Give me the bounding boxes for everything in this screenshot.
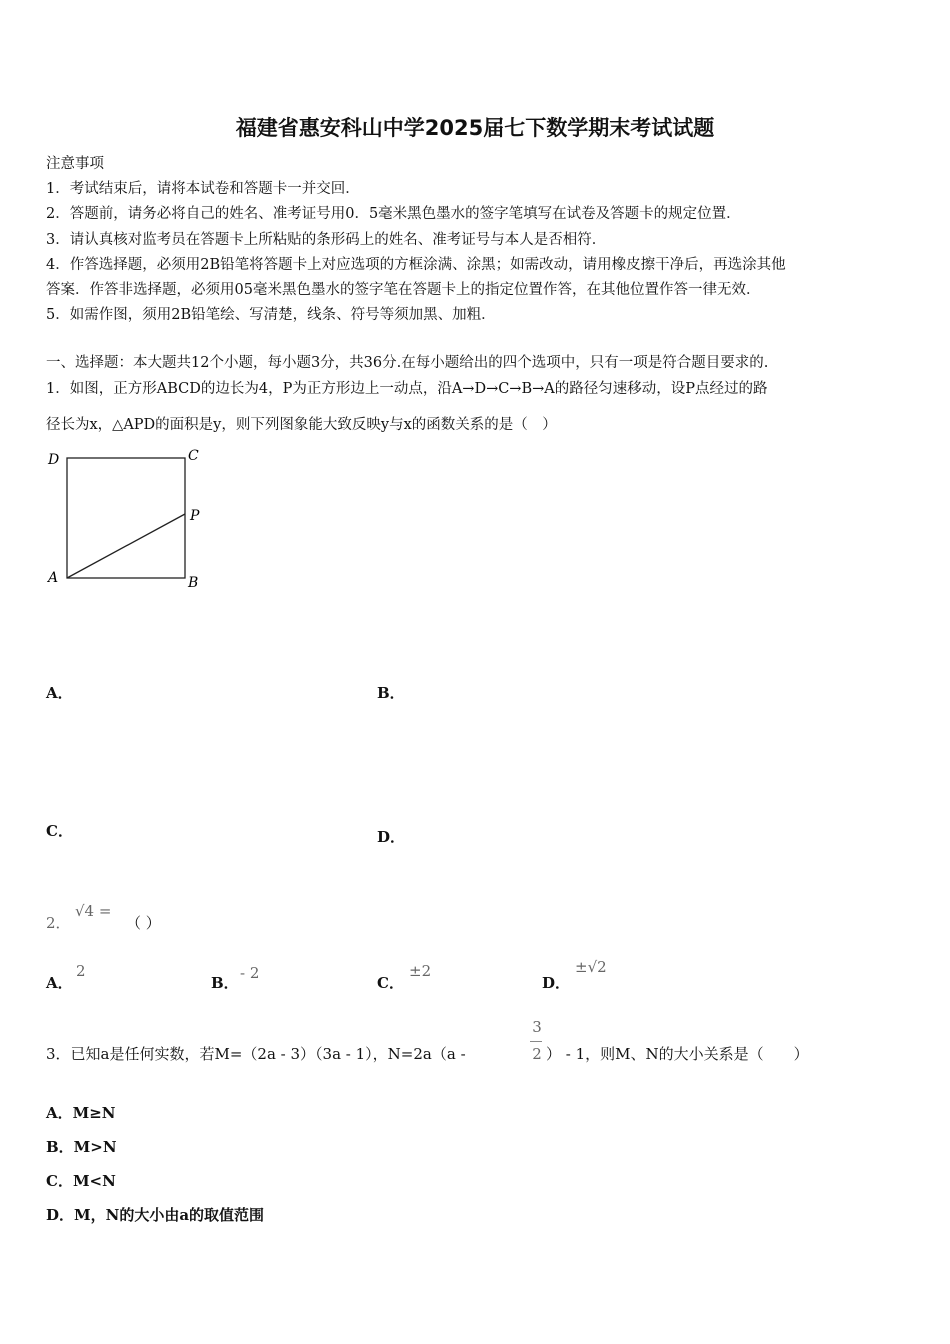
question-2-number: 2． [46,914,71,932]
notice-item: 答案．作答非选择题，必须用05毫米黑色墨水的签字笔在答题卡上的指定位置作答，在其他位置作答一律无效． [46,282,761,298]
q2-option-c-label: C． [377,974,404,992]
q3-option-a: A．M≥N [46,1104,116,1122]
q2-option-b-value: - 2 [240,964,260,982]
q2-option-d-label: D． [542,974,571,992]
q2-option-a-label: A． [46,974,73,992]
q3-option-c: C．M<N [46,1172,116,1190]
q2-option-b-label: B． [211,974,239,992]
notice-heading: 注意事项 [46,156,104,172]
notice-item: 5．如需作图，须用2B铅笔绘、写清楚，线条、符号等须加黑、加粗． [46,307,496,323]
question-1-text: 1．如图，正方形ABCD的边长为4，P为正方形边上一动点，沿A→D→C→B→A的路径匀速移动，设P点经过的路 [46,381,768,397]
question-3-text-end: ） - 1，则M、N的大小关系是（ ） [546,1045,809,1063]
question-2-paren: （ ） [126,914,161,932]
q1-option-label: A． [46,684,73,702]
question-3-text: 3．已知a是任何实数，若M=（2a - 3）（3a - 1），N=2a（a - [46,1045,466,1063]
notice-item: 3．请认真核对监考员在答题卡上所粘贴的条形码上的姓名、准考证号与本人是否相符． [46,232,607,248]
q2-option-a-value: 2 [76,962,86,980]
q2-option-d-value: ±√2 [575,958,607,976]
q1-option-label: D． [377,828,406,846]
section-heading: 一、选择题：本大题共12个小题，每小题3分，共36分.在每小题给出的四个选项中，只有一项是符合题目要求的. [46,355,769,371]
question-2-stem: √4 = [75,902,112,920]
square-figure [40,440,220,590]
q1-option-label: B． [377,684,405,702]
page-title: 福建省惠安科山中学2025届七下数学期末考试试题 [235,116,715,140]
q1-option-label: C． [46,822,73,840]
q2-option-c-value: ±2 [409,962,432,980]
label-d: D [48,452,60,468]
label-c: C [188,448,199,464]
q3-option-b: B．M>N [46,1138,117,1156]
fraction-numerator: 3 [532,1018,542,1036]
label-a: A [48,570,59,586]
fraction-bar [530,1041,542,1042]
label-p: P [190,508,200,524]
fraction-denominator: 2 [532,1045,542,1063]
notice-item: 1．考试结束后，请将本试卷和答题卡一并交回． [46,181,360,197]
label-b: B [188,575,199,590]
q3-option-d: D．M，N的大小由a的取值范围 [46,1206,265,1224]
notice-item: 4．作答选择题，必须用2B铅笔将答题卡上对应选项的方框涂满、涂黑；如需改动，请用橡皮擦干净后，再选涂其他 [46,257,786,273]
question-1-text: 径长为x，△APD的面积是y，则下列图象能大致反映y与x的函数关系的是（ ） [46,417,557,433]
notice-item: 2．答题前，请务必将自己的姓名、准考证号用0．5毫米黑色墨水的签字笔填写在试卷及答题卡的规定位置． [46,206,741,222]
